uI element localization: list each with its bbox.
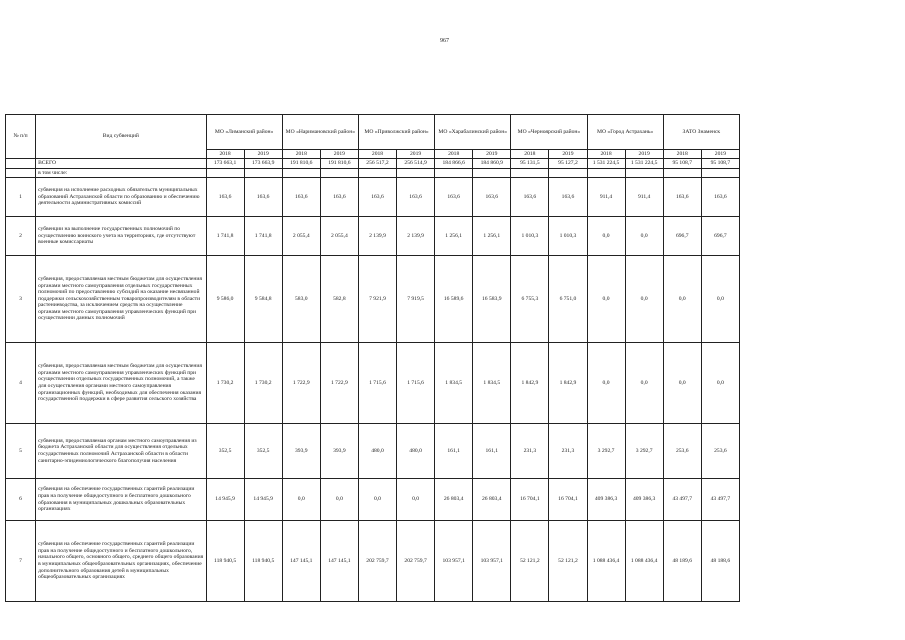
value-cell: 184 860,9 [473,159,511,169]
value-cell: 911,4 [625,178,663,217]
value-cell: 184 866,6 [435,159,473,169]
including-label: в том числе: [36,169,206,178]
subvention-name: субвенция, предоставляемая местным бюджетам для осуществления органами местного самоуправления отдельных государственных полномочий по предоставлению субсидий на оказание несвязанной поддержки сельскохозяйственным товаропроизводителям в области растениеводства, за исключением средств на осуществление органами местного самоуправления управленческих функций при осуществлении данных полномочий [36,256,206,343]
year-header: 2019 [701,150,739,159]
row-number: 1 [6,178,36,217]
value-cell: 1 741,8 [244,217,282,256]
value-cell: 95 131,5 [511,159,549,169]
value-cell: 163,6 [435,178,473,217]
district-header: МО «Наримановский район» [282,115,358,150]
value-cell: 0,0 [663,256,701,343]
value-cell: 409 386,3 [625,479,663,521]
value-cell: 163,6 [663,178,701,217]
value-cell: 3 292,7 [587,424,625,479]
value-cell: 1 531 224,5 [625,159,663,169]
value-cell: 163,6 [397,178,435,217]
value-cell: 95 127,2 [549,159,587,169]
total-label: ВСЕГО [36,159,206,169]
value-cell: 147 145,1 [282,521,320,602]
value-cell: 9 586,0 [206,256,244,343]
value-cell: 696,7 [663,217,701,256]
value-cell: 6 755,3 [511,256,549,343]
value-cell: 0,0 [587,256,625,343]
page-number: 967 [440,38,449,44]
row-number: 7 [6,521,36,602]
value-cell: 3 292,7 [625,424,663,479]
value-cell: 0,0 [663,343,701,424]
value-cell: 103 957,1 [435,521,473,602]
value-cell: 1 256,1 [435,217,473,256]
type-header: Вид субвенций [36,115,206,159]
value-cell: 0,0 [587,343,625,424]
value-cell: 202 759,7 [358,521,396,602]
value-cell: 163,6 [701,178,739,217]
row-number: 4 [6,343,36,424]
value-cell: 1 834,5 [473,343,511,424]
value-cell: 582,8 [320,256,358,343]
value-cell: 256 517,2 [358,159,396,169]
value-cell: 1 834,5 [435,343,473,424]
value-cell: 1 715,6 [358,343,396,424]
table-row [6,479,740,521]
table-row [6,217,740,256]
table-row [6,178,740,217]
table-row [6,521,740,602]
value-cell: 16 583,9 [473,256,511,343]
district-header: МО «Город Астрахань» [587,115,663,150]
value-cell: 1 531 224,5 [587,159,625,169]
value-cell: 1 256,1 [473,217,511,256]
value-cell: 231,3 [511,424,549,479]
subvention-name: субвенция на обеспечение государственных гарантий реализации прав на получение общедоступного и бесплатного дошкольного образования в муниципальных дошкольных образовательных организациях [36,479,206,521]
value-cell: 0,0 [282,479,320,521]
value-cell: 161,1 [435,424,473,479]
value-cell: 173 663,1 [206,159,244,169]
value-cell: 95 108,7 [701,159,739,169]
year-header: 2018 [358,150,396,159]
value-cell: 191 810,6 [320,159,358,169]
value-cell: 48 189,6 [663,521,701,602]
row-number: 6 [6,479,36,521]
year-header: 2019 [397,150,435,159]
value-cell: 16 589,6 [435,256,473,343]
value-cell: 480,0 [358,424,396,479]
value-cell: 95 108,7 [663,159,701,169]
value-cell: 2 139,9 [358,217,396,256]
subvention-name: субвенция, предоставляемая органам местного самоуправления из бюджета Астраханской области для осуществления отдельных государственных полномочий Астраханской области в области санитарно-эпидемиологического благополучия населения [36,424,206,479]
value-cell: 0,0 [320,479,358,521]
value-cell: 163,6 [511,178,549,217]
value-cell: 7 921,9 [358,256,396,343]
value-cell: 1 722,9 [282,343,320,424]
value-cell: 26 803,4 [435,479,473,521]
value-cell: 0,0 [701,343,739,424]
year-header: 2019 [473,150,511,159]
value-cell: 409 386,3 [587,479,625,521]
value-cell: 1 842,9 [511,343,549,424]
value-cell: 1 730,2 [206,343,244,424]
value-cell: 1 010,3 [511,217,549,256]
value-cell: 14 945,9 [244,479,282,521]
district-header: МО «Лиманский район» [206,115,282,150]
value-cell: 583,0 [282,256,320,343]
value-cell: 696,7 [701,217,739,256]
value-cell: 1 715,6 [397,343,435,424]
value-cell: 9 584,8 [244,256,282,343]
year-header: 2018 [511,150,549,159]
year-header: 2018 [587,150,625,159]
district-header-row [6,115,740,150]
value-cell: 231,3 [549,424,587,479]
value-cell: 163,6 [282,178,320,217]
value-cell: 1 088 436,4 [587,521,625,602]
value-cell: 1 088 436,4 [625,521,663,602]
value-cell: 0,0 [587,217,625,256]
value-cell: 52 121,2 [549,521,587,602]
value-cell: 163,6 [244,178,282,217]
value-cell: 118 940,5 [244,521,282,602]
total-row [6,159,740,169]
subvention-name: субвенции на выполнение государственных полномочий по осуществлению воинского учета на территориях, где отсутствуют военные комиссариаты [36,217,206,256]
value-cell: 43 497,7 [701,479,739,521]
value-cell: 0,0 [625,256,663,343]
value-cell: 352,5 [244,424,282,479]
num-header: № п/п [6,115,36,159]
value-cell: 147 145,1 [320,521,358,602]
subvention-name: субвенция, предоставляемая местным бюджетам для осуществления органами местного самоуправления управленческих функций при осуществлении отдельных государственных полномочий, а также для осуществления органами местного самоуправления организационных функций, необходимых для обеспечения оказания государственной поддержки в сфере развития сельского хозяйства [36,343,206,424]
value-cell: 43 497,7 [663,479,701,521]
value-cell: 1 722,9 [320,343,358,424]
row-number [6,159,36,169]
value-cell: 16 704,1 [511,479,549,521]
value-cell: 393,9 [320,424,358,479]
value-cell: 0,0 [701,256,739,343]
value-cell: 103 957,1 [473,521,511,602]
value-cell: 480,0 [397,424,435,479]
value-cell: 163,6 [549,178,587,217]
value-cell: 163,6 [206,178,244,217]
including-row [6,169,740,178]
row-number: 2 [6,217,36,256]
year-header: 2018 [282,150,320,159]
value-cell: 1 730,2 [244,343,282,424]
value-cell: 0,0 [358,479,396,521]
value-cell: 7 919,5 [397,256,435,343]
district-header: МО «Харабалинский район» [435,115,511,150]
value-cell: 14 945,9 [206,479,244,521]
value-cell: 393,9 [282,424,320,479]
value-cell: 163,6 [473,178,511,217]
year-header: 2018 [435,150,473,159]
year-header: 2018 [206,150,244,159]
value-cell: 163,6 [358,178,396,217]
value-cell: 52 121,2 [511,521,549,602]
value-cell: 253,6 [701,424,739,479]
row-number: 3 [6,256,36,343]
value-cell: 161,1 [473,424,511,479]
value-cell: 253,6 [663,424,701,479]
value-cell: 26 803,4 [473,479,511,521]
district-header: МО «Приволжский район» [358,115,434,150]
year-header: 2019 [549,150,587,159]
year-header: 2018 [663,150,701,159]
table-row [6,424,740,479]
value-cell: 2 055,4 [320,217,358,256]
value-cell: 6 751,0 [549,256,587,343]
value-cell: 0,0 [625,217,663,256]
value-cell: 0,0 [625,343,663,424]
table-row [6,343,740,424]
value-cell: 2 139,9 [397,217,435,256]
year-header: 2019 [625,150,663,159]
value-cell: 1 010,3 [549,217,587,256]
value-cell: 2 055,4 [282,217,320,256]
value-cell: 202 759,7 [397,521,435,602]
row-number: 5 [6,424,36,479]
value-cell: 48 188,6 [701,521,739,602]
value-cell: 911,4 [587,178,625,217]
value-cell: 1 741,8 [206,217,244,256]
district-header: МО «Черноярский район» [511,115,587,150]
value-cell: 173 663,9 [244,159,282,169]
year-header: 2019 [320,150,358,159]
value-cell: 0,0 [397,479,435,521]
value-cell: 256 514,9 [397,159,435,169]
value-cell: 352,5 [206,424,244,479]
value-cell: 118 940,5 [206,521,244,602]
table-row [6,256,740,343]
value-cell: 191 810,6 [282,159,320,169]
value-cell: 163,6 [320,178,358,217]
subvention-name: субвенция на обеспечение государственных гарантий реализации прав на получение общедоступного и бесплатного дошкольного, начального общего, основного общего, среднего общего образования в муниципальных общеобразовательных организациях, обеспечение дополнительного образования детей в муниципальных общеобразовательных организациях [36,521,206,602]
subvention-table [5,114,740,602]
value-cell: 1 842,9 [549,343,587,424]
district-header: ЗАТО Знаменск [663,115,739,150]
value-cell: 16 704,1 [549,479,587,521]
year-header: 2019 [244,150,282,159]
subvention-name: субвенция на исполнение расходных обязательств муниципальных образований Астраханской области по образованию и обеспечению деятельности административных комиссий [36,178,206,217]
